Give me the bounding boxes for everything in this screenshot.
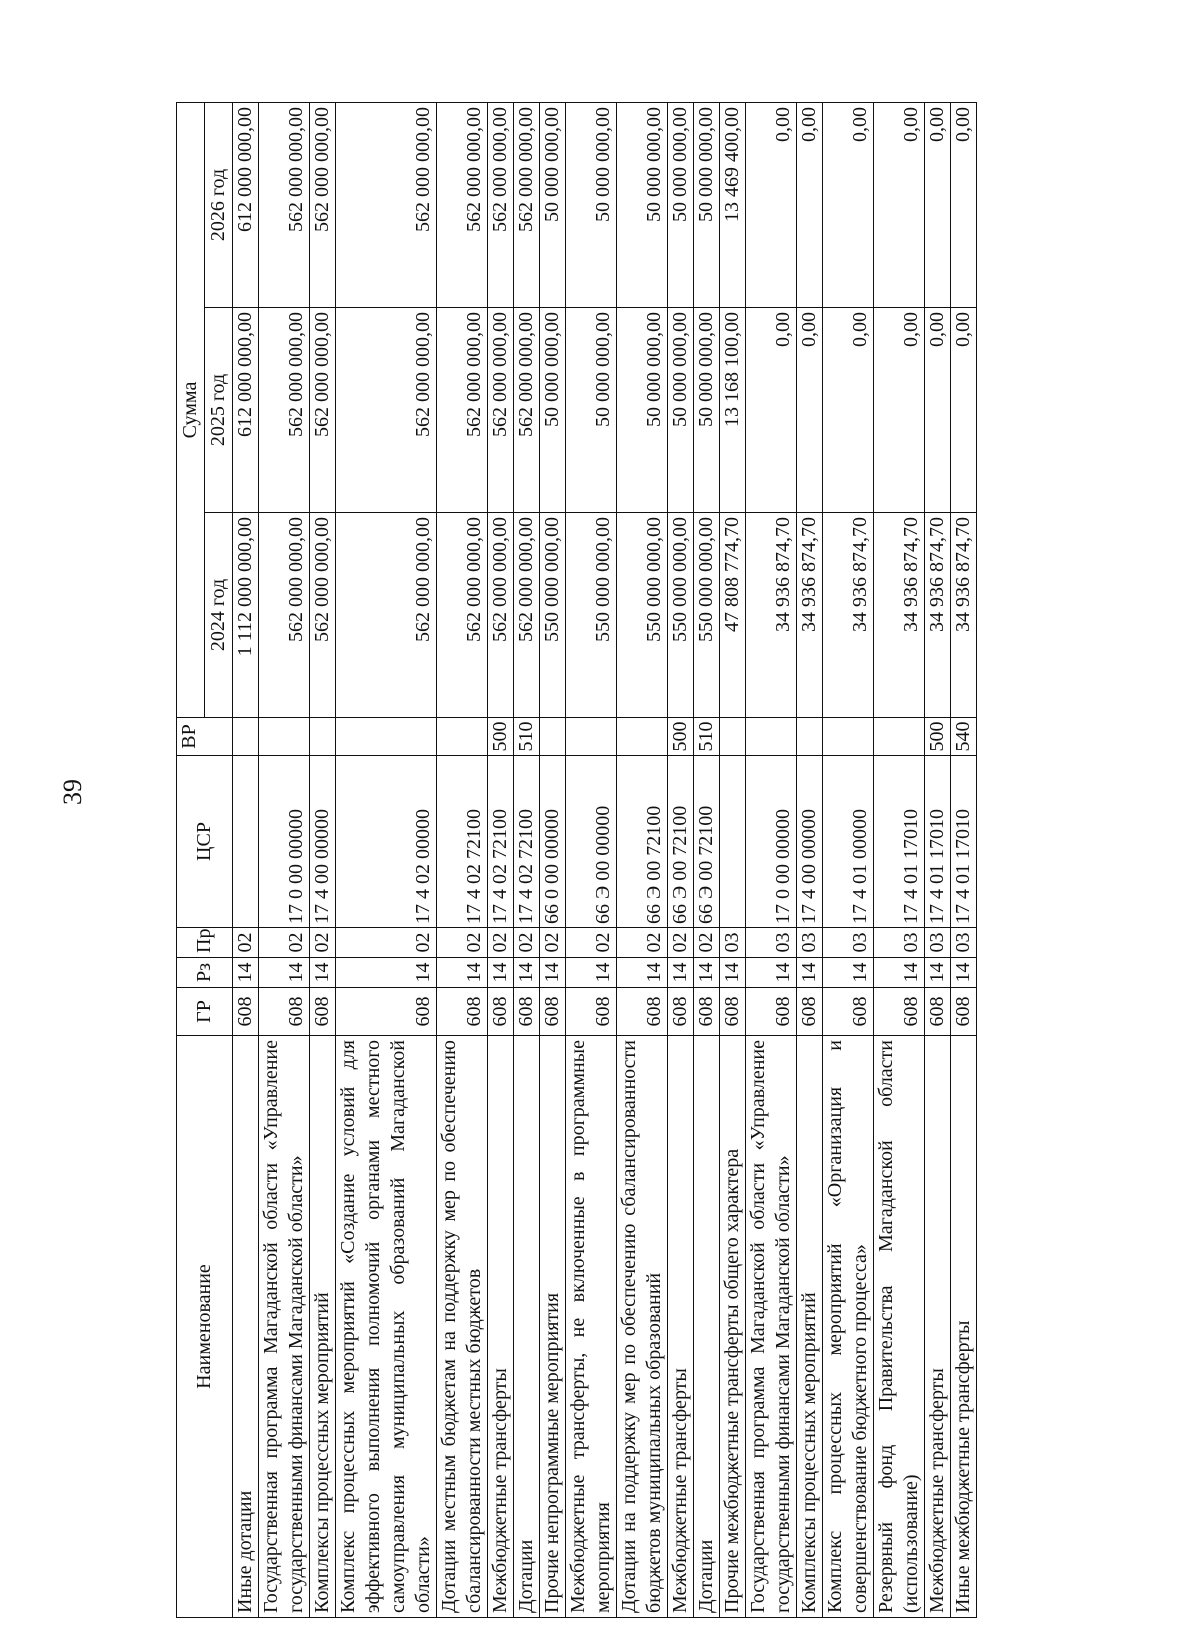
cell-rz: 14	[668, 958, 694, 988]
cell-y2026: 50 000 000,00	[668, 102, 694, 307]
cell-y2026: 50 000 000,00	[566, 102, 617, 307]
cell-name: Государственная программа Магаданской области «Управление государственными финансами Магаданской области»	[746, 1036, 797, 1618]
table-row	[233, 102, 259, 1617]
cell-name: Государственная программа Магаданской области «Управление государственными финансами Магаданской области»	[259, 1036, 310, 1618]
cell-y2024: 550 000 000,00	[694, 513, 720, 718]
cell-y2024: 550 000 000,00	[668, 513, 694, 718]
cell-gr: 608	[336, 988, 437, 1036]
table-row	[951, 102, 977, 1617]
header-2024: 2024 год	[205, 513, 233, 718]
cell-gr: 608	[823, 988, 874, 1036]
cell-y2026: 0,00	[951, 102, 977, 307]
cell-gr: 608	[514, 988, 540, 1036]
cell-y2025: 50 000 000,00	[617, 308, 668, 513]
cell-name: Межбюджетные трансферты	[668, 1036, 694, 1618]
cell-y2026: 562 000 000,00	[514, 102, 540, 307]
table-row	[437, 102, 488, 1617]
cell-name: Дотации местным бюджетам на поддержку мер по обеспечению сбалансированности местных бюджетов	[437, 1036, 488, 1618]
cell-csr	[233, 756, 259, 928]
cell-vr: 500	[488, 718, 514, 756]
cell-y2026: 612 000 000,00	[233, 102, 259, 307]
cell-rz: 14	[514, 958, 540, 988]
cell-name: Иные дотации	[233, 1036, 259, 1618]
header-gr: ГР	[177, 988, 233, 1036]
cell-csr: 17 4 00 00000	[310, 756, 336, 928]
table-row	[797, 102, 823, 1617]
cell-pr: 03	[746, 928, 797, 958]
cell-rz: 14	[233, 958, 259, 988]
cell-pr: 02	[310, 928, 336, 958]
cell-y2025: 13 168 100,00	[720, 308, 746, 513]
cell-vr	[259, 718, 310, 756]
cell-csr: 66 0 00 00000	[540, 756, 566, 928]
cell-pr: 02	[514, 928, 540, 958]
cell-gr: 608	[617, 988, 668, 1036]
table-row	[336, 102, 437, 1617]
cell-name: Межбюджетные трансферты	[925, 1036, 951, 1618]
cell-y2025: 562 000 000,00	[259, 308, 310, 513]
cell-rz: 14	[925, 958, 951, 988]
table-row	[259, 102, 310, 1617]
cell-rz: 14	[746, 958, 797, 988]
cell-csr: 17 4 02 00000	[336, 756, 437, 928]
cell-csr: 17 4 01 17010	[951, 756, 977, 928]
table-row	[694, 102, 720, 1617]
cell-vr	[566, 718, 617, 756]
cell-name: Межбюджетные трансферты, не включенные в программные мероприятия	[566, 1036, 617, 1618]
cell-gr: 608	[310, 988, 336, 1036]
cell-pr: 02	[540, 928, 566, 958]
page-number: 39	[58, 779, 87, 805]
cell-csr: 17 0 00 00000	[259, 756, 310, 928]
cell-y2025: 0,00	[797, 308, 823, 513]
header-rz: Рз	[177, 958, 233, 988]
cell-rz: 14	[617, 958, 668, 988]
cell-y2024: 34 936 874,70	[823, 513, 874, 718]
cell-name: Резервный фонд Правительства Магаданской области (использование)	[874, 1036, 925, 1618]
cell-y2026: 562 000 000,00	[488, 102, 514, 307]
cell-vr	[540, 718, 566, 756]
cell-y2024: 562 000 000,00	[336, 513, 437, 718]
cell-y2026: 562 000 000,00	[310, 102, 336, 307]
cell-y2025: 0,00	[925, 308, 951, 513]
table-row	[310, 102, 336, 1617]
table-body	[233, 102, 977, 1617]
cell-y2024: 550 000 000,00	[566, 513, 617, 718]
cell-csr: 66 Э 00 72100	[617, 756, 668, 928]
cell-pr: 02	[336, 928, 437, 958]
cell-rz: 14	[336, 958, 437, 988]
cell-rz: 14	[259, 958, 310, 988]
cell-y2024: 34 936 874,70	[925, 513, 951, 718]
cell-pr: 02	[617, 928, 668, 958]
cell-gr: 608	[797, 988, 823, 1036]
cell-rz: 14	[488, 958, 514, 988]
cell-rz: 14	[540, 958, 566, 988]
cell-gr: 608	[746, 988, 797, 1036]
cell-y2024: 34 936 874,70	[951, 513, 977, 718]
cell-vr	[823, 718, 874, 756]
cell-y2026: 562 000 000,00	[336, 102, 437, 307]
cell-y2024: 550 000 000,00	[617, 513, 668, 718]
cell-y2025: 612 000 000,00	[233, 308, 259, 513]
cell-y2025: 50 000 000,00	[668, 308, 694, 513]
header-pr: Пр	[177, 928, 233, 958]
cell-y2025: 0,00	[874, 308, 925, 513]
cell-gr: 608	[720, 988, 746, 1036]
cell-vr	[233, 718, 259, 756]
cell-vr	[336, 718, 437, 756]
cell-y2026: 50 000 000,00	[617, 102, 668, 307]
cell-csr: 17 4 01 17010	[925, 756, 951, 928]
header-csr: ЦСР	[177, 756, 233, 928]
cell-pr: 03	[823, 928, 874, 958]
cell-csr: 17 4 02 72100	[437, 756, 488, 928]
header-name: Наименование	[177, 1036, 233, 1618]
budget-table	[176, 102, 977, 1618]
cell-vr	[437, 718, 488, 756]
cell-y2025: 562 000 000,00	[514, 308, 540, 513]
cell-y2025: 562 000 000,00	[437, 308, 488, 513]
cell-csr: 17 4 01 17010	[874, 756, 925, 928]
cell-y2024: 562 000 000,00	[437, 513, 488, 718]
cell-gr: 608	[925, 988, 951, 1036]
table-row	[566, 102, 617, 1617]
table-row	[514, 102, 540, 1617]
cell-csr	[720, 756, 746, 928]
cell-gr: 608	[951, 988, 977, 1036]
cell-pr: 02	[488, 928, 514, 958]
cell-name: Дотации	[514, 1036, 540, 1618]
cell-vr: 510	[694, 718, 720, 756]
cell-gr: 608	[694, 988, 720, 1036]
cell-vr: 500	[668, 718, 694, 756]
table-row	[823, 102, 874, 1617]
cell-name: Иные межбюджетные трансферты	[951, 1036, 977, 1618]
table-row	[720, 102, 746, 1617]
cell-csr: 17 4 00 00000	[797, 756, 823, 928]
cell-rz: 14	[694, 958, 720, 988]
cell-name: Комплекс процессных мероприятий «Создание условий для эффективного выполнения полномочий органами местного самоуправления муниципальных образований Магаданской области»	[336, 1036, 437, 1618]
cell-y2026: 0,00	[925, 102, 951, 307]
cell-vr	[720, 718, 746, 756]
cell-name: Комплексы процессных мероприятий	[310, 1036, 336, 1618]
table-row	[540, 102, 566, 1617]
cell-y2026: 0,00	[823, 102, 874, 307]
cell-pr: 03	[874, 928, 925, 958]
cell-name: Межбюджетные трансферты	[488, 1036, 514, 1618]
cell-y2024: 34 936 874,70	[797, 513, 823, 718]
cell-vr: 500	[925, 718, 951, 756]
cell-pr: 02	[694, 928, 720, 958]
cell-rz: 14	[310, 958, 336, 988]
cell-y2024: 34 936 874,70	[746, 513, 797, 718]
cell-name: Дотации	[694, 1036, 720, 1618]
cell-y2026: 562 000 000,00	[437, 102, 488, 307]
cell-gr: 608	[488, 988, 514, 1036]
cell-y2026: 50 000 000,00	[540, 102, 566, 307]
cell-name: Комплекс процессных мероприятий «Организация и совершенствование бюджетного процесса»	[823, 1036, 874, 1618]
cell-pr: 03	[797, 928, 823, 958]
table-row	[874, 102, 925, 1617]
cell-y2024: 562 000 000,00	[488, 513, 514, 718]
cell-vr	[746, 718, 797, 756]
cell-y2025: 50 000 000,00	[566, 308, 617, 513]
cell-csr: 17 4 02 72100	[514, 756, 540, 928]
cell-csr: 17 4 02 72100	[488, 756, 514, 928]
cell-pr: 03	[925, 928, 951, 958]
table-row	[925, 102, 951, 1617]
cell-pr: 02	[437, 928, 488, 958]
cell-y2024: 1 112 000 000,00	[233, 513, 259, 718]
cell-y2025: 0,00	[823, 308, 874, 513]
cell-pr: 02	[566, 928, 617, 958]
cell-y2026: 13 469 400,00	[720, 102, 746, 307]
cell-rz: 14	[823, 958, 874, 988]
cell-csr: 17 0 00 00000	[746, 756, 797, 928]
cell-y2024: 47 808 774,70	[720, 513, 746, 718]
header-2026: 2026 год	[205, 102, 233, 307]
cell-y2024: 34 936 874,70	[874, 513, 925, 718]
cell-vr	[797, 718, 823, 756]
cell-pr: 02	[233, 928, 259, 958]
cell-y2025: 50 000 000,00	[694, 308, 720, 513]
cell-gr: 608	[437, 988, 488, 1036]
cell-csr: 17 4 01 00000	[823, 756, 874, 928]
header-sum: Сумма	[177, 102, 205, 717]
cell-csr: 66 Э 00 72100	[694, 756, 720, 928]
cell-csr: 66 Э 00 72100	[668, 756, 694, 928]
cell-rz: 14	[797, 958, 823, 988]
table-row	[746, 102, 797, 1617]
cell-pr: 03	[951, 928, 977, 958]
cell-y2026: 0,00	[746, 102, 797, 307]
cell-y2025: 0,00	[951, 308, 977, 513]
cell-name: Дотации на поддержку мер по обеспечению сбалансированности бюджетов муниципальных образований	[617, 1036, 668, 1618]
cell-pr: 03	[720, 928, 746, 958]
cell-vr	[310, 718, 336, 756]
cell-vr: 510	[514, 718, 540, 756]
cell-y2025: 562 000 000,00	[336, 308, 437, 513]
cell-vr: 540	[951, 718, 977, 756]
cell-y2024: 562 000 000,00	[514, 513, 540, 718]
cell-y2024: 562 000 000,00	[259, 513, 310, 718]
cell-y2025: 50 000 000,00	[540, 308, 566, 513]
cell-y2025: 562 000 000,00	[488, 308, 514, 513]
cell-rz: 14	[951, 958, 977, 988]
header-2025: 2025 год	[205, 308, 233, 513]
cell-name: Прочие непрограммные мероприятия	[540, 1036, 566, 1618]
cell-y2025: 0,00	[746, 308, 797, 513]
cell-gr: 608	[233, 988, 259, 1036]
cell-pr: 02	[668, 928, 694, 958]
cell-y2025: 562 000 000,00	[310, 308, 336, 513]
cell-y2026: 562 000 000,00	[259, 102, 310, 307]
cell-rz: 14	[874, 958, 925, 988]
header-vr: ВР	[177, 718, 233, 756]
cell-rz: 14	[720, 958, 746, 988]
rotated-document-area	[176, 103, 1200, 1618]
cell-gr: 608	[566, 988, 617, 1036]
cell-gr: 608	[668, 988, 694, 1036]
cell-gr: 608	[874, 988, 925, 1036]
cell-pr: 02	[259, 928, 310, 958]
cell-gr: 608	[259, 988, 310, 1036]
cell-y2026: 50 000 000,00	[694, 102, 720, 307]
cell-y2026: 0,00	[874, 102, 925, 307]
cell-y2024: 562 000 000,00	[310, 513, 336, 718]
cell-vr	[874, 718, 925, 756]
cell-y2026: 0,00	[797, 102, 823, 307]
cell-csr: 66 Э 00 00000	[566, 756, 617, 928]
cell-name: Прочие межбюджетные трансферты общего характера	[720, 1036, 746, 1618]
table-row	[668, 102, 694, 1617]
cell-name: Комплексы процессных мероприятий	[797, 1036, 823, 1618]
table-row	[488, 102, 514, 1617]
cell-vr	[617, 718, 668, 756]
cell-rz: 14	[437, 958, 488, 988]
cell-gr: 608	[540, 988, 566, 1036]
cell-y2024: 550 000 000,00	[540, 513, 566, 718]
table-row	[617, 102, 668, 1617]
cell-rz: 14	[566, 958, 617, 988]
